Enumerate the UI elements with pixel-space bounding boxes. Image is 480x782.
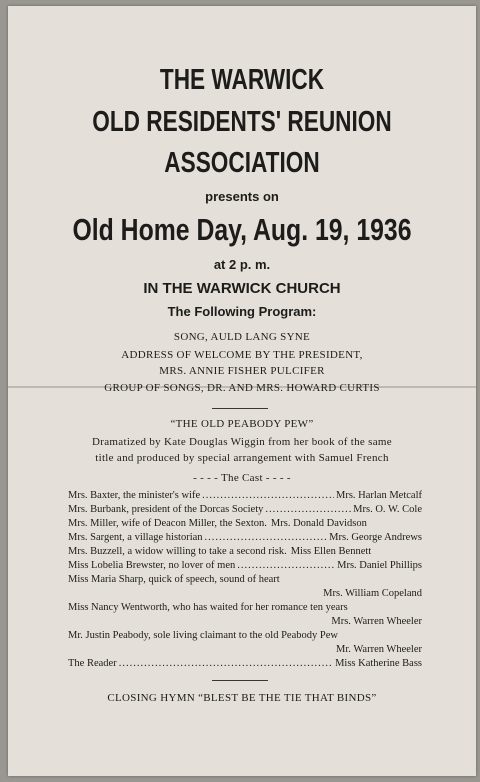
play-description: title and produced by special arrangement with Samuel French [95,452,389,464]
cast-row [68,489,422,503]
leader-dots [265,503,351,517]
cast-actor: Mrs. O. W. Cole [353,504,422,515]
divider-rule [212,680,268,681]
cast-role: Mrs. Miller, wife of Deacon Miller, the Sexton. [68,518,267,529]
title-line-3: ASSOCIATION [164,147,320,179]
program-item: ADDRESS OF WELCOME BY THE PRESIDENT, [121,349,363,361]
cast-role: Mrs. Buzzell, a widow willing to take a second risk. [68,546,287,557]
cast-row [68,545,422,559]
cast-actor: Mrs. Warren Wheeler [331,616,422,627]
event-title: Old Home Day, Aug. 19, 1936 [72,212,412,247]
reader-row [68,657,422,671]
title-line-2: OLD RESIDENTS' REUNION [92,106,392,138]
program-item: SONG, AULD LANG SYNE [173,331,311,343]
leader-dots [202,489,334,503]
cast-header: - - - - The Cast - - - - [193,472,291,484]
cast-actor: Mrs. Daniel Phillips [337,560,422,571]
leader-dots [237,559,335,573]
cast-row [68,531,422,545]
presents-text: presents on [205,189,279,204]
cast-row [68,517,422,531]
closing-hymn: CLOSING HYMN “BLEST BE THE TIE THAT BINDS” [107,692,377,704]
program-intro: The Following Program: [167,304,317,319]
cast-role: Mrs. Baxter, the minister's wife [68,490,201,501]
cast-actor: Mrs. William Copeland [323,588,422,599]
divider-rule [212,408,268,409]
cast-list [68,489,422,671]
play-title: “THE OLD PEABODY PEW” [170,418,314,430]
cast-row-long: Mr. Justin Peabody, sole living claimant to the old Peabody Pew [68,630,338,641]
cast-actor: Miss Katherine Bass [335,658,422,669]
cast-row [68,503,422,517]
cast-actor: Mr. Warren Wheeler [336,644,422,655]
leader-dots [205,531,328,545]
event-time: at 2 p. m. [213,257,271,272]
title-line-1: THE WARWICK [159,64,325,96]
cast-row-long: Miss Nancy Wentworth, who has waited for her romance ten years [68,602,348,613]
event-place: IN THE WARWICK CHURCH [143,280,341,297]
cast-role: Miss Lobelia Brewster, no lover of men [68,560,236,571]
cast-actor: Mrs. George Andrews [329,532,422,543]
cast-actor: Mrs. Harlan Metcalf [335,490,422,501]
program-item: MRS. ANNIE FISHER PULCIFER [159,365,325,377]
play-description: Dramatized by Kate Douglas Wiggin from her book of the same [92,436,392,448]
cast-row [68,559,422,573]
program-item: GROUP OF SONGS, DR. AND MRS. HOWARD CURTIS [104,382,380,394]
cast-actor: Miss Ellen Bennett [290,546,372,557]
leader-dots [119,657,333,671]
cast-role: Mrs. Sargent, a village historian [68,532,203,543]
cast-row-long: Miss Maria Sharp, quick of speech, sound of heart [68,574,280,585]
cast-role: Mrs. Burbank, president of the Dorcas Society [68,504,264,515]
cast-actor: Mrs. Donald Davidson [270,518,367,529]
cast-role: The Reader [68,658,117,669]
